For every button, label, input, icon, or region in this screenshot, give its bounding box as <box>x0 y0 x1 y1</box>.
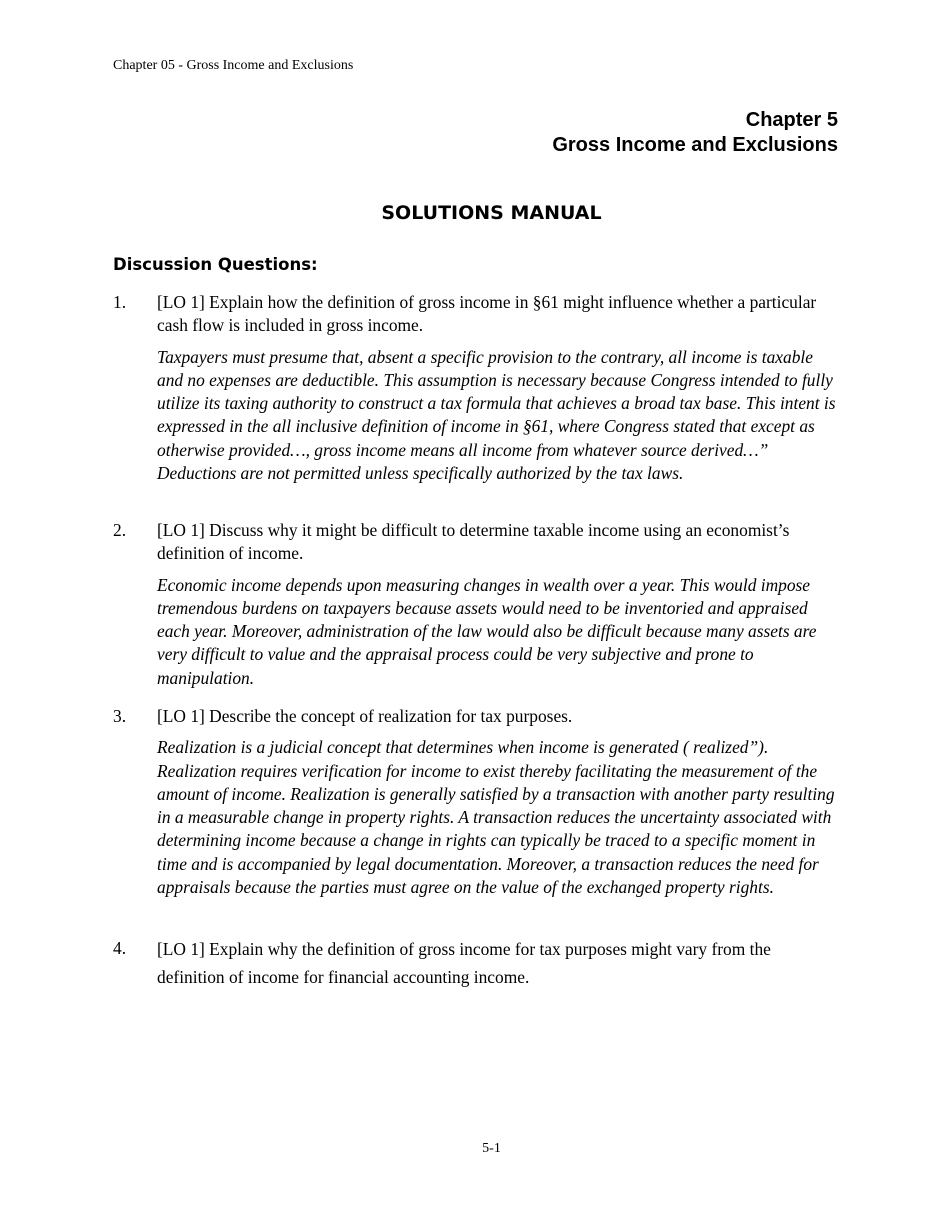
question-number: 3. <box>113 706 127 726</box>
question-text: [LO 1] Discuss why it might be difficult to determine taxable income using an economist’s definition of income. <box>157 520 790 564</box>
running-header: Chapter 05 - Gross Income and Exclusions <box>113 58 354 73</box>
section-heading: Discussion Questions: <box>113 255 318 274</box>
page-number: 5-1 <box>482 1141 501 1156</box>
question-2 <box>113 519 840 690</box>
question-1 <box>113 291 840 485</box>
question-number: 2. <box>113 520 127 540</box>
question-4 <box>113 935 840 991</box>
question-text: [LO 1] Describe the concept of realization for tax purposes. <box>157 706 573 726</box>
answer-text: Taxpayers must presume that, absent a specific provision to the contrary, all income is taxable and no expenses are deductible. This assumption is necessary because Congress intended to fully utilize its taxing authority to construct a tax formula that achieves a broad tax base. This intent is expressed in the all inclusive definition of income in §61, where Congress stated that except as otherwise provided…, gross income means all income from whatever source derived…” Deductions are not permitted unless specifically authorized by the tax laws. <box>157 346 836 484</box>
answer-text: Realization is a judicial concept that determines when income is generated ( realized”). Realization requires verification for income to exist thereby facilitating the measurement of the amount of income. Realization is generally satisfied by a transaction with another party resulting in a measurable change in property rights. A transaction reduces the uncertainty associated with determining income because a change in rights can typically be traced to a specific moment in time and is accompanied by legal documentation. Moreover, a transaction reduces the need for appraisals because the parties must agree on the value of the exchanged property rights. <box>157 737 835 898</box>
question-number: 4. <box>113 938 127 958</box>
question-text: [LO 1] Explain how the definition of gross income in §61 might influence whether a particular cash flow is included in gross income. <box>157 292 817 336</box>
question-number: 1. <box>113 292 127 312</box>
question-3 <box>113 705 840 899</box>
chapter-number: Chapter 5 <box>745 109 838 131</box>
chapter-title: Gross Income and Exclusions <box>552 134 838 156</box>
page-title: SOLUTIONS MANUAL <box>381 202 602 224</box>
chapter-heading <box>552 108 838 158</box>
answer-text: Economic income depends upon measuring changes in wealth over a year. This would impose tremendous burdens on taxpayers because assets would need to be inventoried and appraised each year. Moreover, administration of the law would also be difficult because many assets are very difficult to value and the appraisal process could be very subjective and prone to manipulation. <box>157 574 817 688</box>
question-text: [LO 1] Explain why the definition of gross income for tax purposes might vary from the definition of income for financial accounting income. <box>157 939 771 987</box>
